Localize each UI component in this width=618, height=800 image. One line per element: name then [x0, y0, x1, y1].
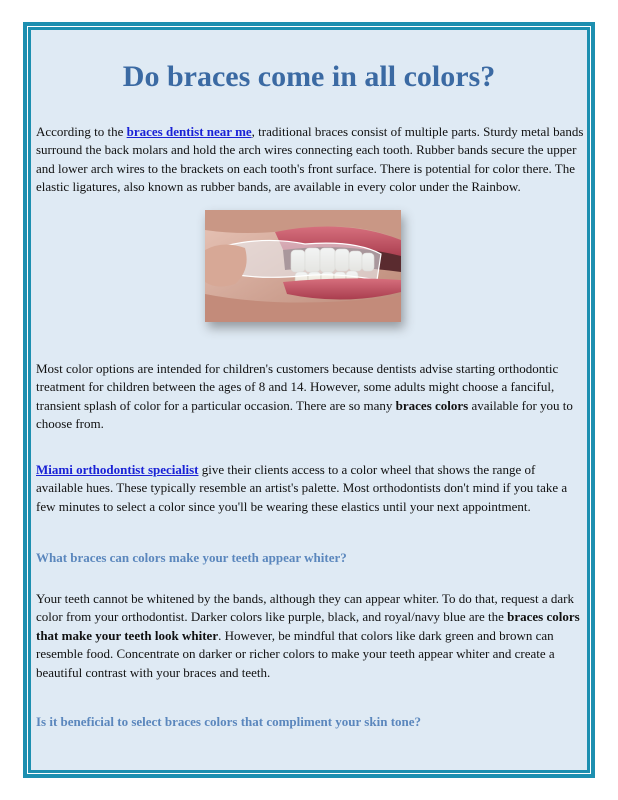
paragraph-whiter-teeth: [36, 590, 584, 682]
text: Most color options are intended for children's customers because dentists advise starting orthodontic treatment for children between the ages of 8 and 14. However, some adults might choose a fanciful, transient splash of color for a particular occasion. There are so many: [36, 361, 559, 413]
text: . However, be mindful that colors like dark green and brown can resemble food. Concentrate on darker or richer colors to make your teeth appear whiter and create a beautiful contrast with your braces and teeth.: [36, 627, 555, 680]
paragraph-color-options: [36, 360, 584, 434]
text: available for you to choose from.: [36, 397, 573, 432]
bold-phrase: braces colors: [395, 397, 469, 413]
miami-orthodontist-link[interactable]: Miami orthodontist specialist: [36, 462, 199, 477]
paragraph-color-wheel: [36, 461, 584, 516]
text: , traditional braces consist of multiple parts. Sturdy metal bands surround the back molars and hold the arch wires connecting each tooth. Rubber bands secure the upper and lower arch wires to the brackets on each tooth's front surface. There is potential for color there. The elastic ligatures, also known as rubber bands, are available in every color under the Rainbow.: [36, 124, 584, 195]
braces-dentist-link[interactable]: braces dentist near me: [126, 124, 252, 139]
aligner-illustration: [205, 210, 401, 322]
text: Your teeth cannot be whitened by the bands, although they can appear whiter. To do that, request a dark color from your orthodontist. Darker colors like purple, black, and royal/navy blue are the: [36, 591, 574, 625]
section-heading-skin-tone: Is it beneficial to select braces colors that compliment your skin tone?: [36, 714, 422, 729]
section-heading-whiter: What braces can colors make your teeth appear whiter?: [36, 550, 347, 565]
clear-aligner-photo: [205, 210, 401, 322]
text: give their clients access to a color wheel that shows the range of available hues. These typically resemble an artist's palette. Most orthodontists don't mind if you take a few minutes to select a color since you'll be wearing these elastics until your next appointment.: [36, 462, 568, 514]
page-title: Do braces come in all colors?: [122, 60, 496, 93]
text: According to the: [36, 124, 127, 139]
paragraph-intro: [36, 123, 584, 197]
bold-phrase: braces colors that make your teeth look whiter: [36, 609, 580, 643]
